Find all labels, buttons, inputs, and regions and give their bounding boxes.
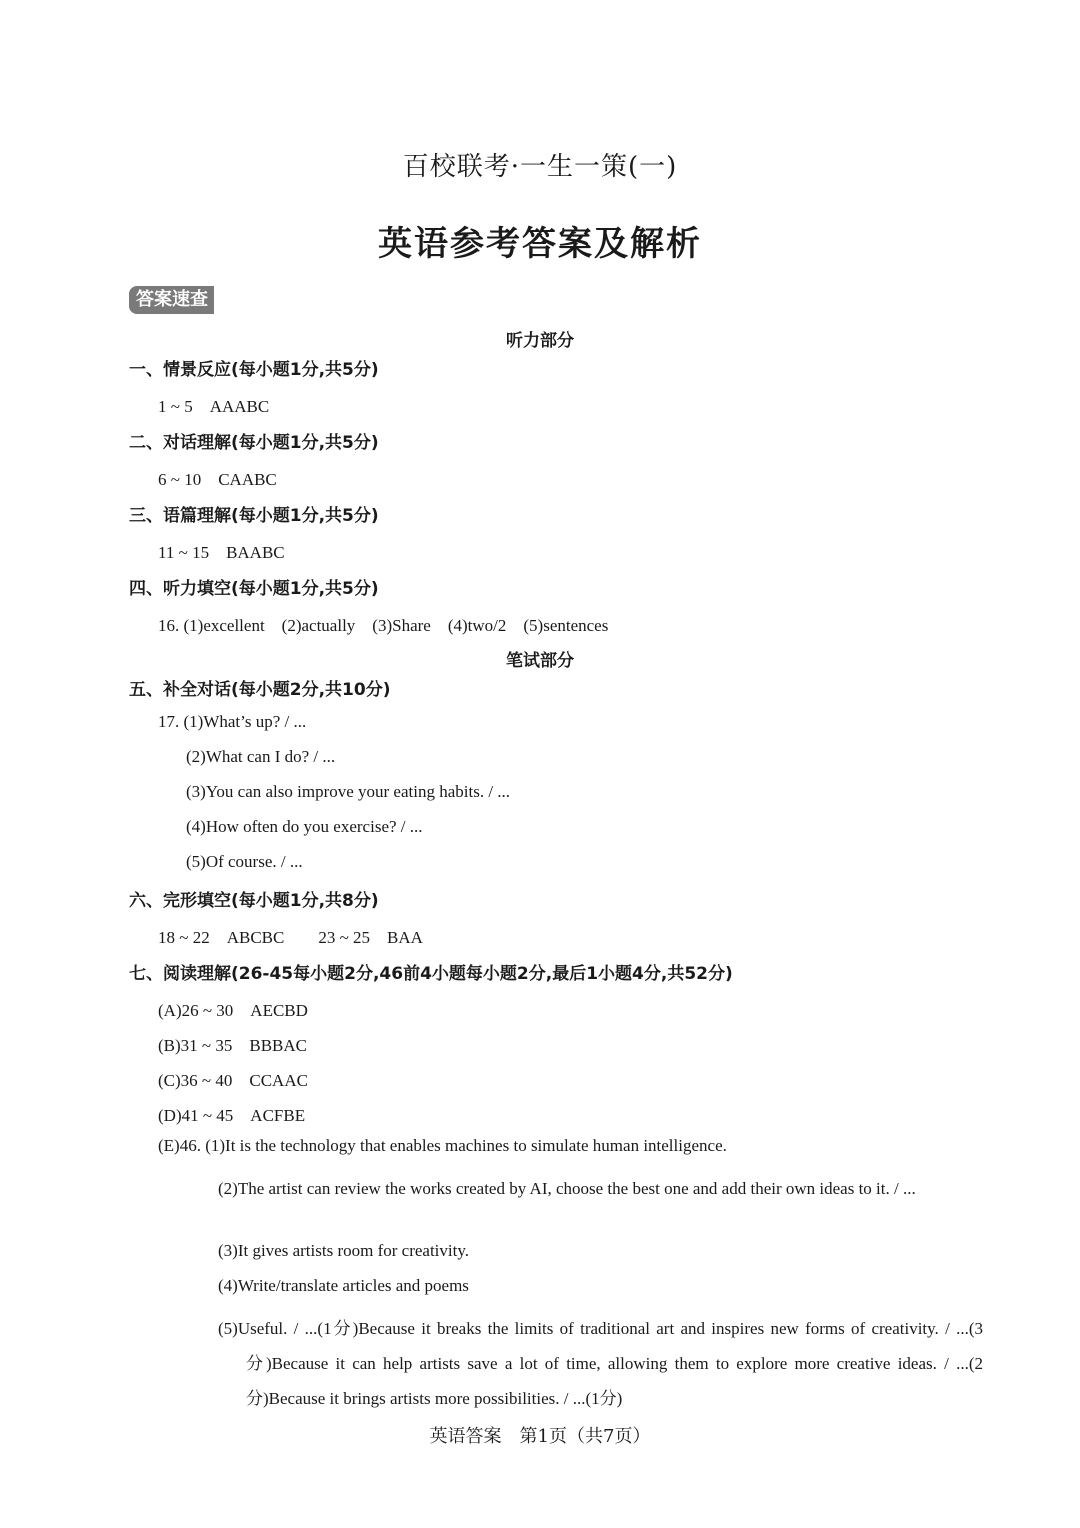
answer-quick-check-badge: 答案速查 — [129, 286, 214, 314]
section-1-answer: 1 ~ 5 AAABC — [158, 397, 270, 416]
section-4-answer: 16. (1)excellent (2)actually (3)Share (4)two/2 (5)sentences — [158, 616, 609, 635]
section-3-title: 三、语篇理解(每小题1分,共5分) — [129, 506, 379, 526]
section-6-title: 六、完形填空(每小题1分,共8分) — [129, 891, 379, 911]
reading-c-answer: (C)36 ~ 40 CCAAC — [158, 1071, 308, 1090]
section-6-answer: 18 ~ 22 ABCBC 23 ~ 25 BAA — [158, 928, 423, 947]
listening-heading: 听力部分 — [506, 331, 574, 351]
q17-part-3: (3)You can also improve your eating habits. / ... — [186, 782, 511, 801]
reading-e-q46-part-3: (3)It gives artists room for creativity. — [218, 1241, 469, 1260]
q17-part-5: (5)Of course. / ... — [186, 852, 303, 871]
section-3-answer: 11 ~ 15 BAABC — [158, 543, 285, 562]
reading-e-q46-part-2: (2)The artist can review the works created by AI, choose the best one and add their own ideas to it. / ... — [218, 1179, 916, 1198]
section-1-title: 一、情景反应(每小题1分,共5分) — [129, 360, 379, 380]
document-subtitle: 百校联考·一生一策(一) — [402, 152, 678, 182]
reading-e-q46-part-5: (5)Useful. / ...(1分)Because it breaks the limits of traditional art and inspires new forms of creativity. / ...(3分)Because it can help artists save a lot of time, allowing them to explore more creative ideas. / ...(2分)Because it brings artists more possibilities. / ...(1分) — [218, 1319, 983, 1408]
writing-heading: 笔试部分 — [506, 651, 574, 671]
document-title: 英语参考答案及解析 — [378, 224, 702, 264]
q17-part-4: (4)How often do you exercise? / ... — [186, 817, 423, 836]
section-2-title: 二、对话理解(每小题1分,共5分) — [129, 433, 379, 453]
section-2-answer: 6 ~ 10 CAABC — [158, 470, 277, 489]
q17-part-2: (2)What can I do? / ... — [186, 747, 336, 766]
section-5-title: 五、补全对话(每小题2分,共10分) — [129, 680, 391, 700]
reading-a-answer: (A)26 ~ 30 AECBD — [158, 1001, 308, 1020]
reading-e-q46-part-1: (E)46. (1)It is the technology that enables machines to simulate human intelligence. — [158, 1136, 727, 1155]
reading-e-q46-part-4: (4)Write/translate articles and poems — [218, 1276, 469, 1295]
q17-part-1: 17. (1)What’s up? / ... — [158, 712, 307, 731]
reading-b-answer: (B)31 ~ 35 BBBAC — [158, 1036, 307, 1055]
section-4-title: 四、听力填空(每小题1分,共5分) — [129, 579, 379, 599]
page-footer: 英语答案 第1页（共7页） — [429, 1426, 651, 1447]
section-7-title: 七、阅读理解(26-45每小题2分,46前4小题每小题2分,最后1小题4分,共52分) — [129, 964, 733, 984]
reading-d-answer: (D)41 ~ 45 ACFBE — [158, 1106, 306, 1125]
